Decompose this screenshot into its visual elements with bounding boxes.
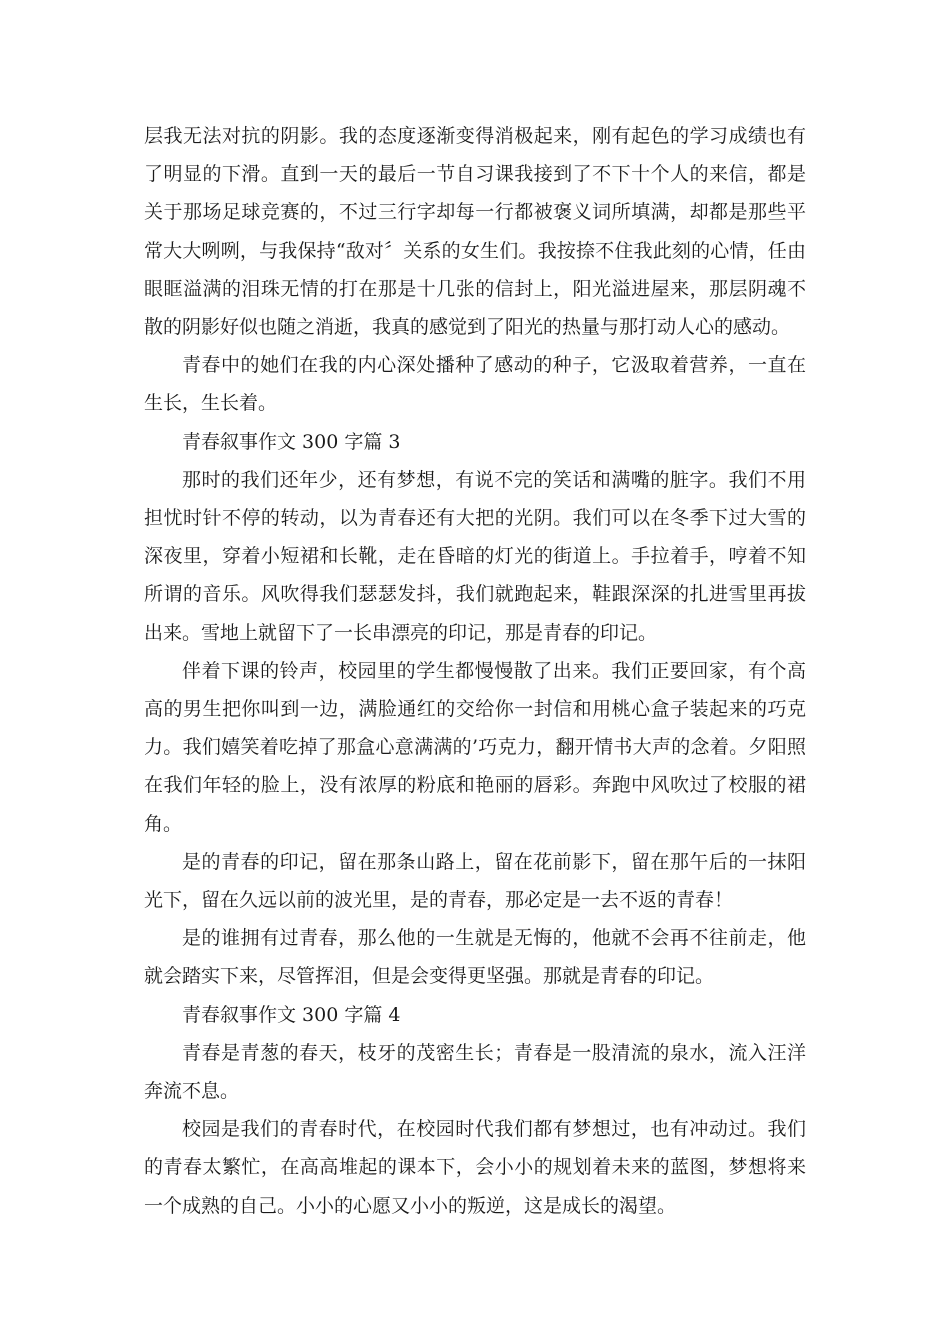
paragraph: 是的谁拥有过青春，那么他的一生就是无悔的，他就不会再不往前走，他就会踏实下来，尽管挥泪，但是会变得更坚强。那就是青春的印记。	[144, 927, 806, 988]
paragraph: 那时的我们还年少，还有梦想，有说不完的笑话和满嘴的脏字。我们不用担忧时针不停的转动，以为青春还有大把的光阴。我们可以在冬季下过大雪的深夜里，穿着小短裙和长靴，走在昏暗的灯光的街道上。手拉着手，哼着不知所谓的音乐。风吹得我们瑟瑟发抖，我们就跑起来，鞋跟深深的扎进雪里再拔出来。雪地上就留下了一长串漂亮的印记，那是青春的印记。	[144, 468, 806, 644]
paragraph: 青春中的她们在我的内心深处播种了感动的种子，它汲取着营养，一直在生长，生长着。	[144, 354, 806, 415]
paragraph-continued: 层我无法对抗的阴影。我的态度逐渐变得消极起来，刚有起色的学习成绩也有了明显的下滑。直到一天的最后一节自习课我接到了不下十个人的来信，都是关于那场足球竞赛的，不过三行字却每一行都被褒义词所填满，却都是那些平常大大咧咧，与我保持“敌对〞关系的女生们。我按捺不住我此刻的心情，任由眼眶溢满的泪珠无情的打在那是十几张的信封上，阳光溢进屋来，那层阴魂不散的阴影好似也随之消逝，我真的感觉到了阳光的热量与那打动人心的感动。	[144, 125, 806, 339]
paragraph: 青春是青葱的春天，枝牙的茂密生长；青春是一股清流的泉水，流入汪洋奔流不息。	[144, 1041, 806, 1103]
document-body	[144, 117, 806, 1225]
paragraph: 伴着下课的铃声，校园里的学生都慢慢散了出来。我们正要回家，有个高高的男生把你叫到一边，满脸通红的交给你一封信和用桃心盒子装起来的巧克力。我们嬉笑着吃掉了那盒心意满满的’巧克力，翻开情书大声的念着。夕阳照在我们年轻的脸上，没有浓厚的粉底和艳丽的唇彩。奔跑中风吹过了校服的裙角。	[144, 659, 806, 835]
section-heading-3: 青春叙事作文 300 字篇 3	[182, 430, 401, 453]
paragraph: 校园是我们的青春时代，在校园时代我们都有梦想过，也有冲动过。我们的青春太繁忙，在高高堆起的课本下，会小小的规划着未来的蓝图，梦想将来一个成熟的自己。小小的心愿又小小的叛逆，这是成长的渴望。	[144, 1118, 806, 1217]
paragraph: 是的青春的印记，留在那条山路上，留在花前影下，留在那午后的一抹阳光下，留在久远以前的波光里，是的青春，那必定是一去不返的青春！	[144, 850, 806, 912]
section-heading-4: 青春叙事作文 300 字篇 4	[182, 1003, 401, 1026]
